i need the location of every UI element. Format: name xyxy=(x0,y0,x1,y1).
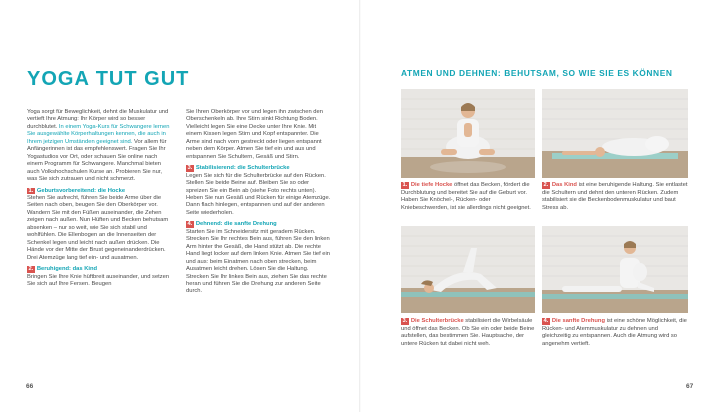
step-title: Stabilisierend: die Schulterbrücke xyxy=(195,165,290,172)
page-title: YOGA TUT GUT xyxy=(27,68,190,90)
photo-shoulder-bridge xyxy=(401,226,535,313)
caption-title: Die Schulterbrücke xyxy=(410,318,464,324)
step-heading-3 xyxy=(186,165,331,172)
intro-paragraph xyxy=(27,109,172,184)
caption-title: Die sanfte Drehung xyxy=(551,318,605,324)
caption-text: öffnet das Becken, fördert die Durchblutung und bereitet Sie auf die Geburt vor. Haben Sie Knöchel-, Rücken- oder Kniebeschwerden, ist sie allerdings nicht geeignet. xyxy=(401,182,531,211)
photo-child-pose xyxy=(542,89,688,178)
step-heading-1 xyxy=(27,188,172,195)
text-column-right xyxy=(186,109,331,296)
caption-number-badge: 3. xyxy=(402,318,408,324)
caption-title: Die tiefe Hocke xyxy=(410,182,453,188)
step-number-badge: 3. xyxy=(187,165,193,172)
caption-number-badge: 2. xyxy=(543,182,549,188)
book-gutter xyxy=(359,0,361,412)
step-title: Geburtsvorbereitend: die Hocke xyxy=(36,187,126,194)
caption-2 xyxy=(542,182,688,212)
photo-gentle-twist xyxy=(542,226,688,313)
caption-text: ist eine schöne Möglichkeit, die Rücken- und Atemmuskulatur zu dehnen und gleichzeitig zu entspannen. Auch die Atmung wird so angenehm vertieft. xyxy=(542,318,687,347)
step-text-2-continued: Sie Ihren Oberkörper vor und legen ihn zwischen den Oberschenkeln ab. Ihre Stirn sinkt Richtung Boden. Vielleicht legen Sie eine Decke unter Ihre Knie. Mit einem Kissen legen Stirn und Kopf entspannter. Die Arme sind nach vorn gestreckt oder liegen entspannt neben dem Körper. Atmen Sie tief ein und aus und entspannen Sie Schultern, Gesäß und Stirn. xyxy=(186,109,323,160)
step-title: Dehnend: die sanfte Drehung xyxy=(195,221,277,228)
caption-text: ist eine beruhigende Haltung. Sie entlastet die Schultern und dehnt den unteren Rücken. Zudem stabilisiert sie die Beckenbodenmuskulatur und baut Stress ab. xyxy=(542,182,688,211)
step-text-4: Starten Sie im Schneidersitz mit geradem Rücken. Strecken Sie Ihr rechtes Bein aus, führen Sie den linken Arm hinter the Gesäß, die Hand stützt ab. Die rechte Hand liegt locker auf dem linken Knie. Atmen Sie tief ein und aus: beim Einatmen nach oben strecken, beim Ausatmen leicht drehen. Lösen Sie die Haltung. Strecken Sie Ihr linkes Bein aus, ziehen Sie das rechte heran und führen Sie die Drehung zur anderen Seite durch. xyxy=(186,228,331,295)
step-heading-4 xyxy=(186,221,331,228)
caption-number-badge: 4. xyxy=(543,318,549,324)
step-heading-2 xyxy=(27,266,172,273)
step-text-2: Bringen Sie Ihre Knie hüftbreit auseinander, und setzen Sie sich auf Ihre Fersen. Beugen xyxy=(27,273,170,287)
caption-title: Das Kind xyxy=(551,182,577,188)
photo-deep-squat xyxy=(401,89,535,178)
caption-number-badge: 1. xyxy=(402,182,408,188)
text-column-left xyxy=(27,109,172,288)
step-text-3: Legen Sie sich für die Schulterbrücke auf den Rücken. Stellen Sie beide Beine auf. Bleiben Sie so oder spreizen Sie ein Bein ab (siehe Foto rechts unten). Heben Sie nun Gesäß und Rücken für einige Atemzüge. Dann flach hinlegen, entspannen und auf der anderen Seite wiederholen. xyxy=(186,172,331,216)
caption-1 xyxy=(401,182,537,212)
step-title: Beruhigend: das Kind xyxy=(36,266,98,273)
intro-highlight: In einem Yoga-Kurs für Schwangere lernen Sie ausgewählte Körperhaltungen kennen, die auch in Ihrem jetzigen Umständen geeignet sind. xyxy=(27,123,170,145)
intro-text-continued: Vor allem für Anfängerinnen ist das empfehlenswert. Fragen Sie Ihr Yogastudios vor Ort, oder schauen Sie online nach einem Programm für Schwangere. Manchmal bieten auch Volkshochschulen Kurse an. Probieren Sie nur, was Sie sich zutrauen und nicht schmerzt. xyxy=(27,138,167,183)
page-number-left: 66 xyxy=(26,383,34,390)
section-heading: ATMEN UND DEHNEN: BEHUTSAM, SO WIE SIE ES KÖNNEN xyxy=(401,68,673,78)
caption-4 xyxy=(542,318,688,348)
caption-text: stabilisiert die Wirbelsäule und öffnet das Becken. Ob Sie ein oder beide Beine aufstellen, das bestimmen Sie. Hauptsache, der untere Rücken tut dabei nicht weh. xyxy=(401,318,535,347)
step-number-badge: 1. xyxy=(28,187,34,194)
step-number-badge: 4. xyxy=(187,221,193,228)
step-text-1: Stehen Sie aufrecht, führen Sie beide Arme über die Seiten nach oben, beugen Sie den Oberkörper vor. Wandern Sie mit den Füßen auseinander, die Zehen zeigen nach außen. Nun Hüften und Becken behutsam absenken – nur so weit, wie Sie sich stabil und wohlfühlen. Die Ellenbogen an die Innenseiten der Schenkel legen und leicht nach außen drücken. Die Hände vor der Mitte der Brust gegeneinanderdrücken. Drei Atemzüge lang tief ein- und ausatmen. xyxy=(27,194,169,261)
caption-3 xyxy=(401,318,537,348)
step-number-badge: 2. xyxy=(28,266,34,273)
page-number-right: 67 xyxy=(686,383,694,390)
intro-text: Yoga sorgt für Beweglichkeit, dehnt die Muskulatur und vertieft Ihre Atmung: Ihr Körper wird so besser durchblutet. xyxy=(27,109,169,130)
